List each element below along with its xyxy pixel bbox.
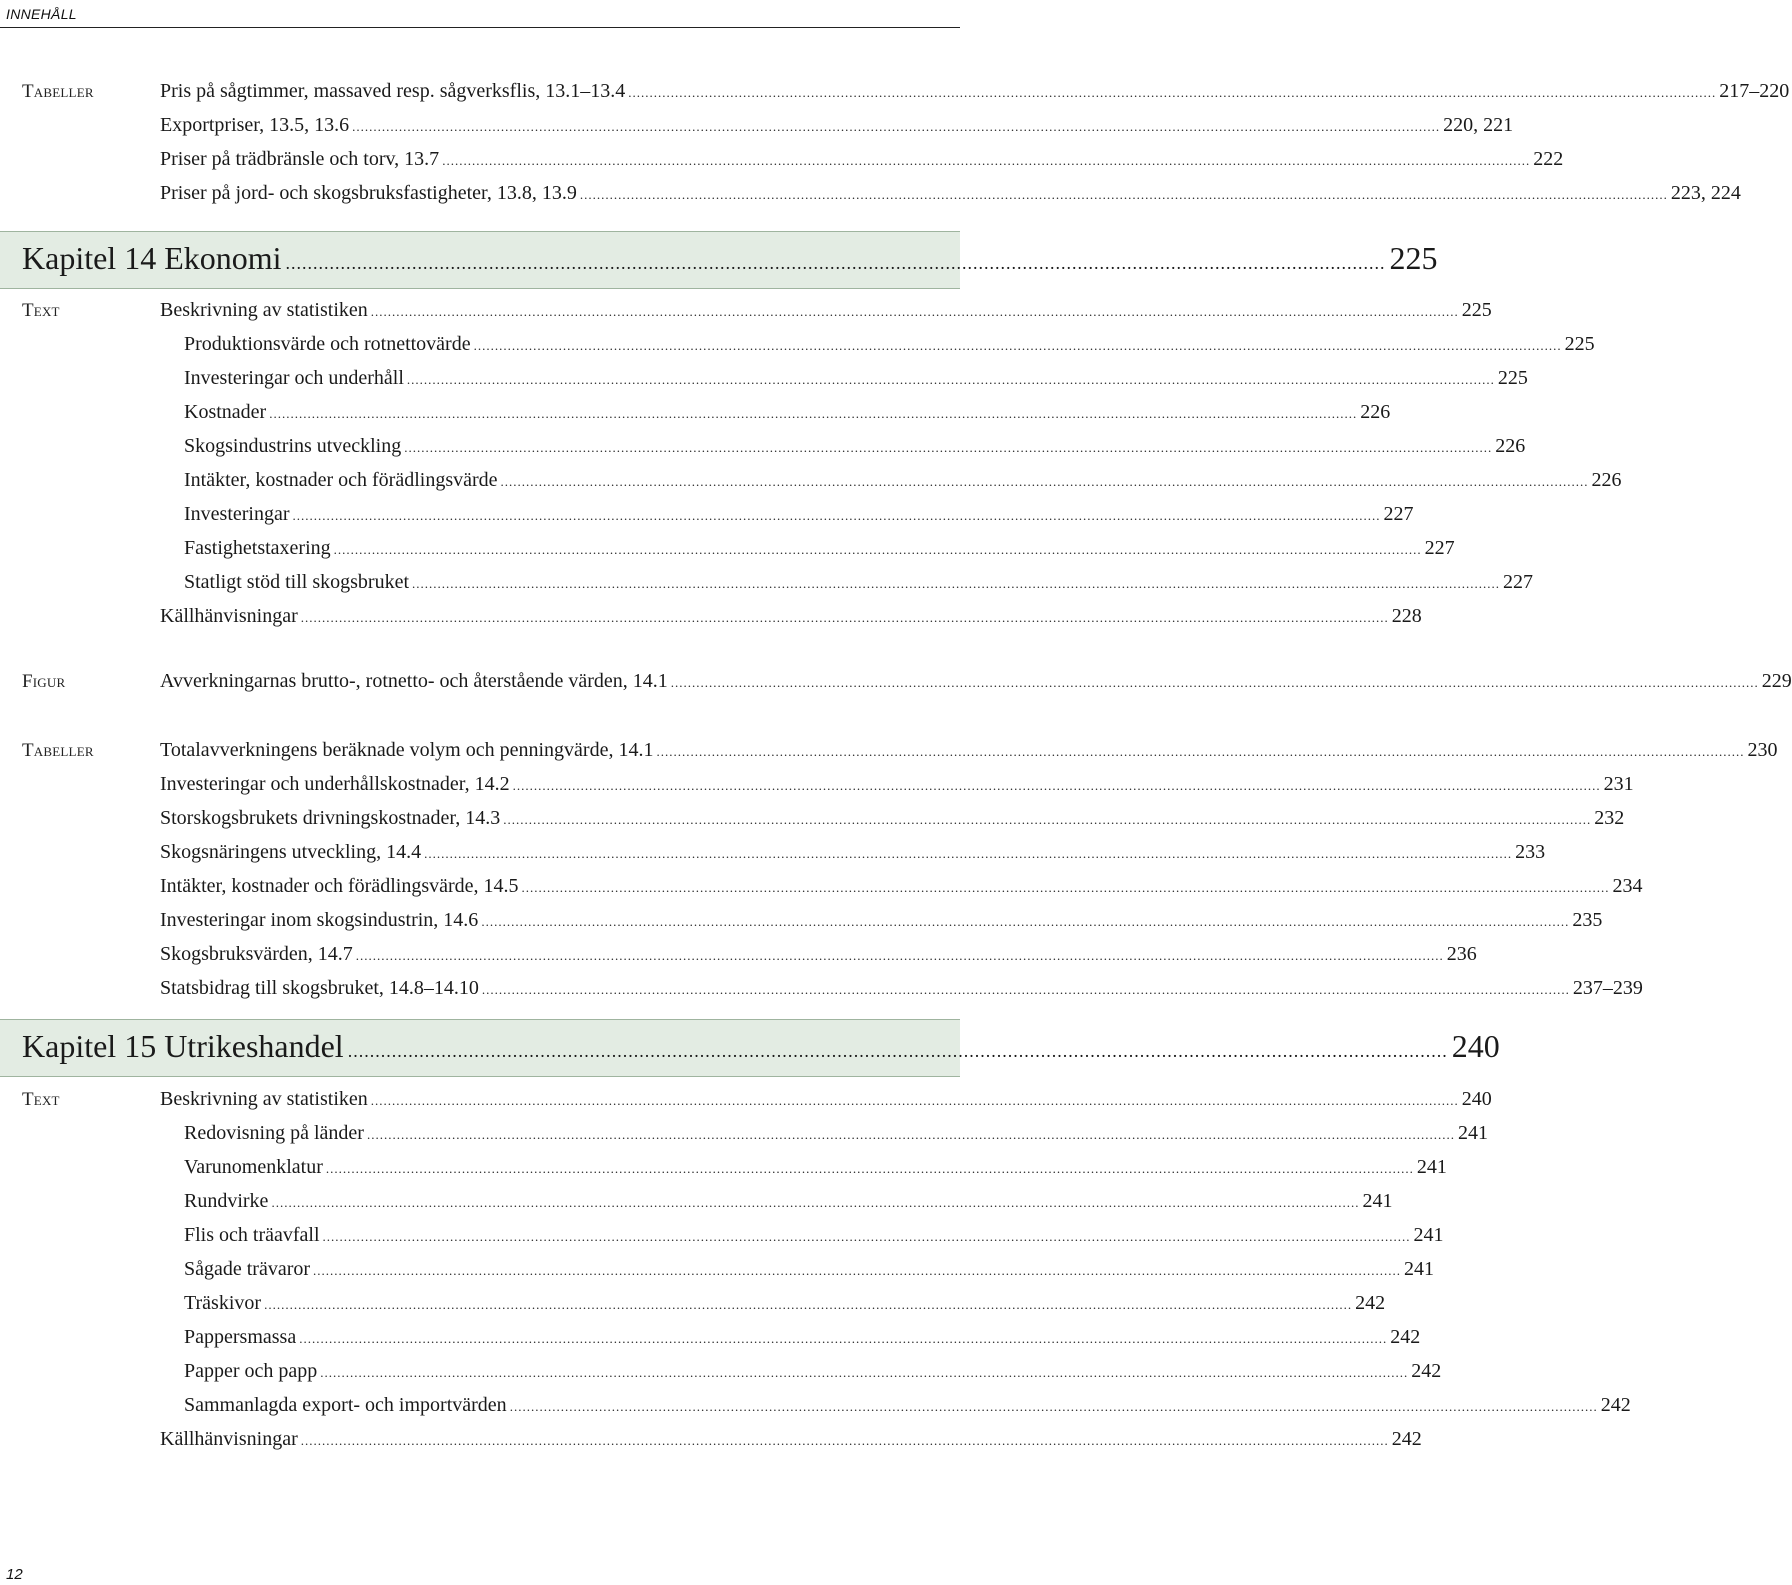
toc-entry[interactable]: Källhänvisningar ..... 242	[160, 1428, 940, 1456]
toc-subentry[interactable]: Kostnader ..... 226	[184, 401, 940, 429]
toc-subentry[interactable]: Pappersmassa ..... 242	[184, 1326, 940, 1354]
toc-subentry[interactable]: Statligt stöd till skogsbruket ..... 227	[184, 571, 940, 599]
chapter-title: Kapitel 14 Ekonomi	[22, 240, 282, 276]
chapter-page: 240	[1451, 1028, 1500, 1064]
toc-entry[interactable]: Källhänvisningar ..... 228	[160, 605, 940, 633]
toc-entry[interactable]: Priser på jord- och skogsbruksfastigheter, 13.8, 13.9 ..... 223, 224	[160, 182, 940, 210]
toc-subentry[interactable]: Sågade trävaror ..... 241	[184, 1258, 940, 1286]
section-label-text: Text	[22, 1089, 60, 1110]
toc-entry[interactable]: Beskrivning av statistiken ..... 240	[160, 1088, 940, 1116]
toc-subentry[interactable]: Fastighetstaxering ..... 227	[184, 537, 940, 565]
toc-entry[interactable]: Intäkter, kostnader och förädlingsvärde, 14.5 ..... 234	[160, 875, 940, 903]
toc-entry[interactable]: Skogsbruksvärden, 14.7 ..... 236	[160, 943, 940, 971]
toc-entry[interactable]: Exportpriser, 13.5, 13.6 ..... 220, 221	[160, 114, 940, 142]
toc-subentry[interactable]: Rundvirke ..... 241	[184, 1190, 940, 1218]
toc-entry[interactable]: Investeringar inom skogsindustrin, 14.6 ..... 235	[160, 909, 940, 937]
section-label-tabeller: Tabeller	[22, 81, 94, 102]
toc-subentry[interactable]: Skogsindustrins utveckling ..... 226	[184, 435, 940, 463]
toc-entry[interactable]: Investeringar och underhållskostnader, 14.2 ..... 231	[160, 773, 940, 801]
toc-entry[interactable]: Skogsnäringens utveckling, 14.4 ..... 233	[160, 841, 940, 869]
toc-subentry[interactable]: Varunomenklatur ..... 241	[184, 1156, 940, 1184]
running-header: INNEHÅLL	[6, 6, 77, 22]
toc-subentry[interactable]: Investeringar och underhåll ..... 225	[184, 367, 940, 395]
toc-entry[interactable]: Pris på sågtimmer, massaved resp. sågverksflis, 13.1–13.4 ..... 217–220	[160, 80, 940, 108]
section-label-figur: Figur	[22, 671, 66, 692]
section-label-text: Text	[22, 300, 60, 321]
toc-entry[interactable]: Statsbidrag till skogsbruket, 14.8–14.10 ..... 237–239	[160, 977, 940, 1005]
chapter-14-heading[interactable]	[0, 231, 1438, 289]
chapter-page: 225	[1389, 240, 1438, 276]
chapter-title: Kapitel 15 Utrikeshandel	[22, 1028, 344, 1064]
toc-entry[interactable]: Storskogsbrukets drivningskostnader, 14.3 ..... 232	[160, 807, 940, 835]
page-number: 12	[6, 1566, 23, 1583]
toc-subentry[interactable]: Intäkter, kostnader och förädlingsvärde ..... 226	[184, 469, 940, 497]
toc-entry[interactable]: Totalavverkningens beräknade volym och penningvärde, 14.1 ..... 230	[160, 739, 940, 767]
toc-subentry[interactable]: Redovisning på länder ..... 241	[184, 1122, 940, 1150]
chapter-15-heading[interactable]	[0, 1019, 1500, 1077]
toc-subentry[interactable]: Sammanlagda export- och importvärden ..... 242	[184, 1394, 940, 1422]
toc-subentry[interactable]: Investeringar ..... 227	[184, 503, 940, 531]
toc-entry[interactable]: Priser på trädbränsle och torv, 13.7 ..... 222	[160, 148, 940, 176]
toc-entry[interactable]: Avverkningarnas brutto-, rotnetto- och återstående värden, 14.1 ..... 229	[160, 670, 940, 698]
section-label-tabeller: Tabeller	[22, 740, 94, 761]
header-rule	[0, 27, 960, 28]
toc-entry[interactable]: Beskrivning av statistiken ..... 225	[160, 299, 940, 327]
toc-subentry[interactable]: Träskivor ..... 242	[184, 1292, 940, 1320]
toc-subentry[interactable]: Papper och papp ..... 242	[184, 1360, 940, 1388]
toc-subentry[interactable]: Produktionsvärde och rotnettovärde ..... 225	[184, 333, 940, 361]
toc-subentry[interactable]: Flis och träavfall ..... 241	[184, 1224, 940, 1252]
